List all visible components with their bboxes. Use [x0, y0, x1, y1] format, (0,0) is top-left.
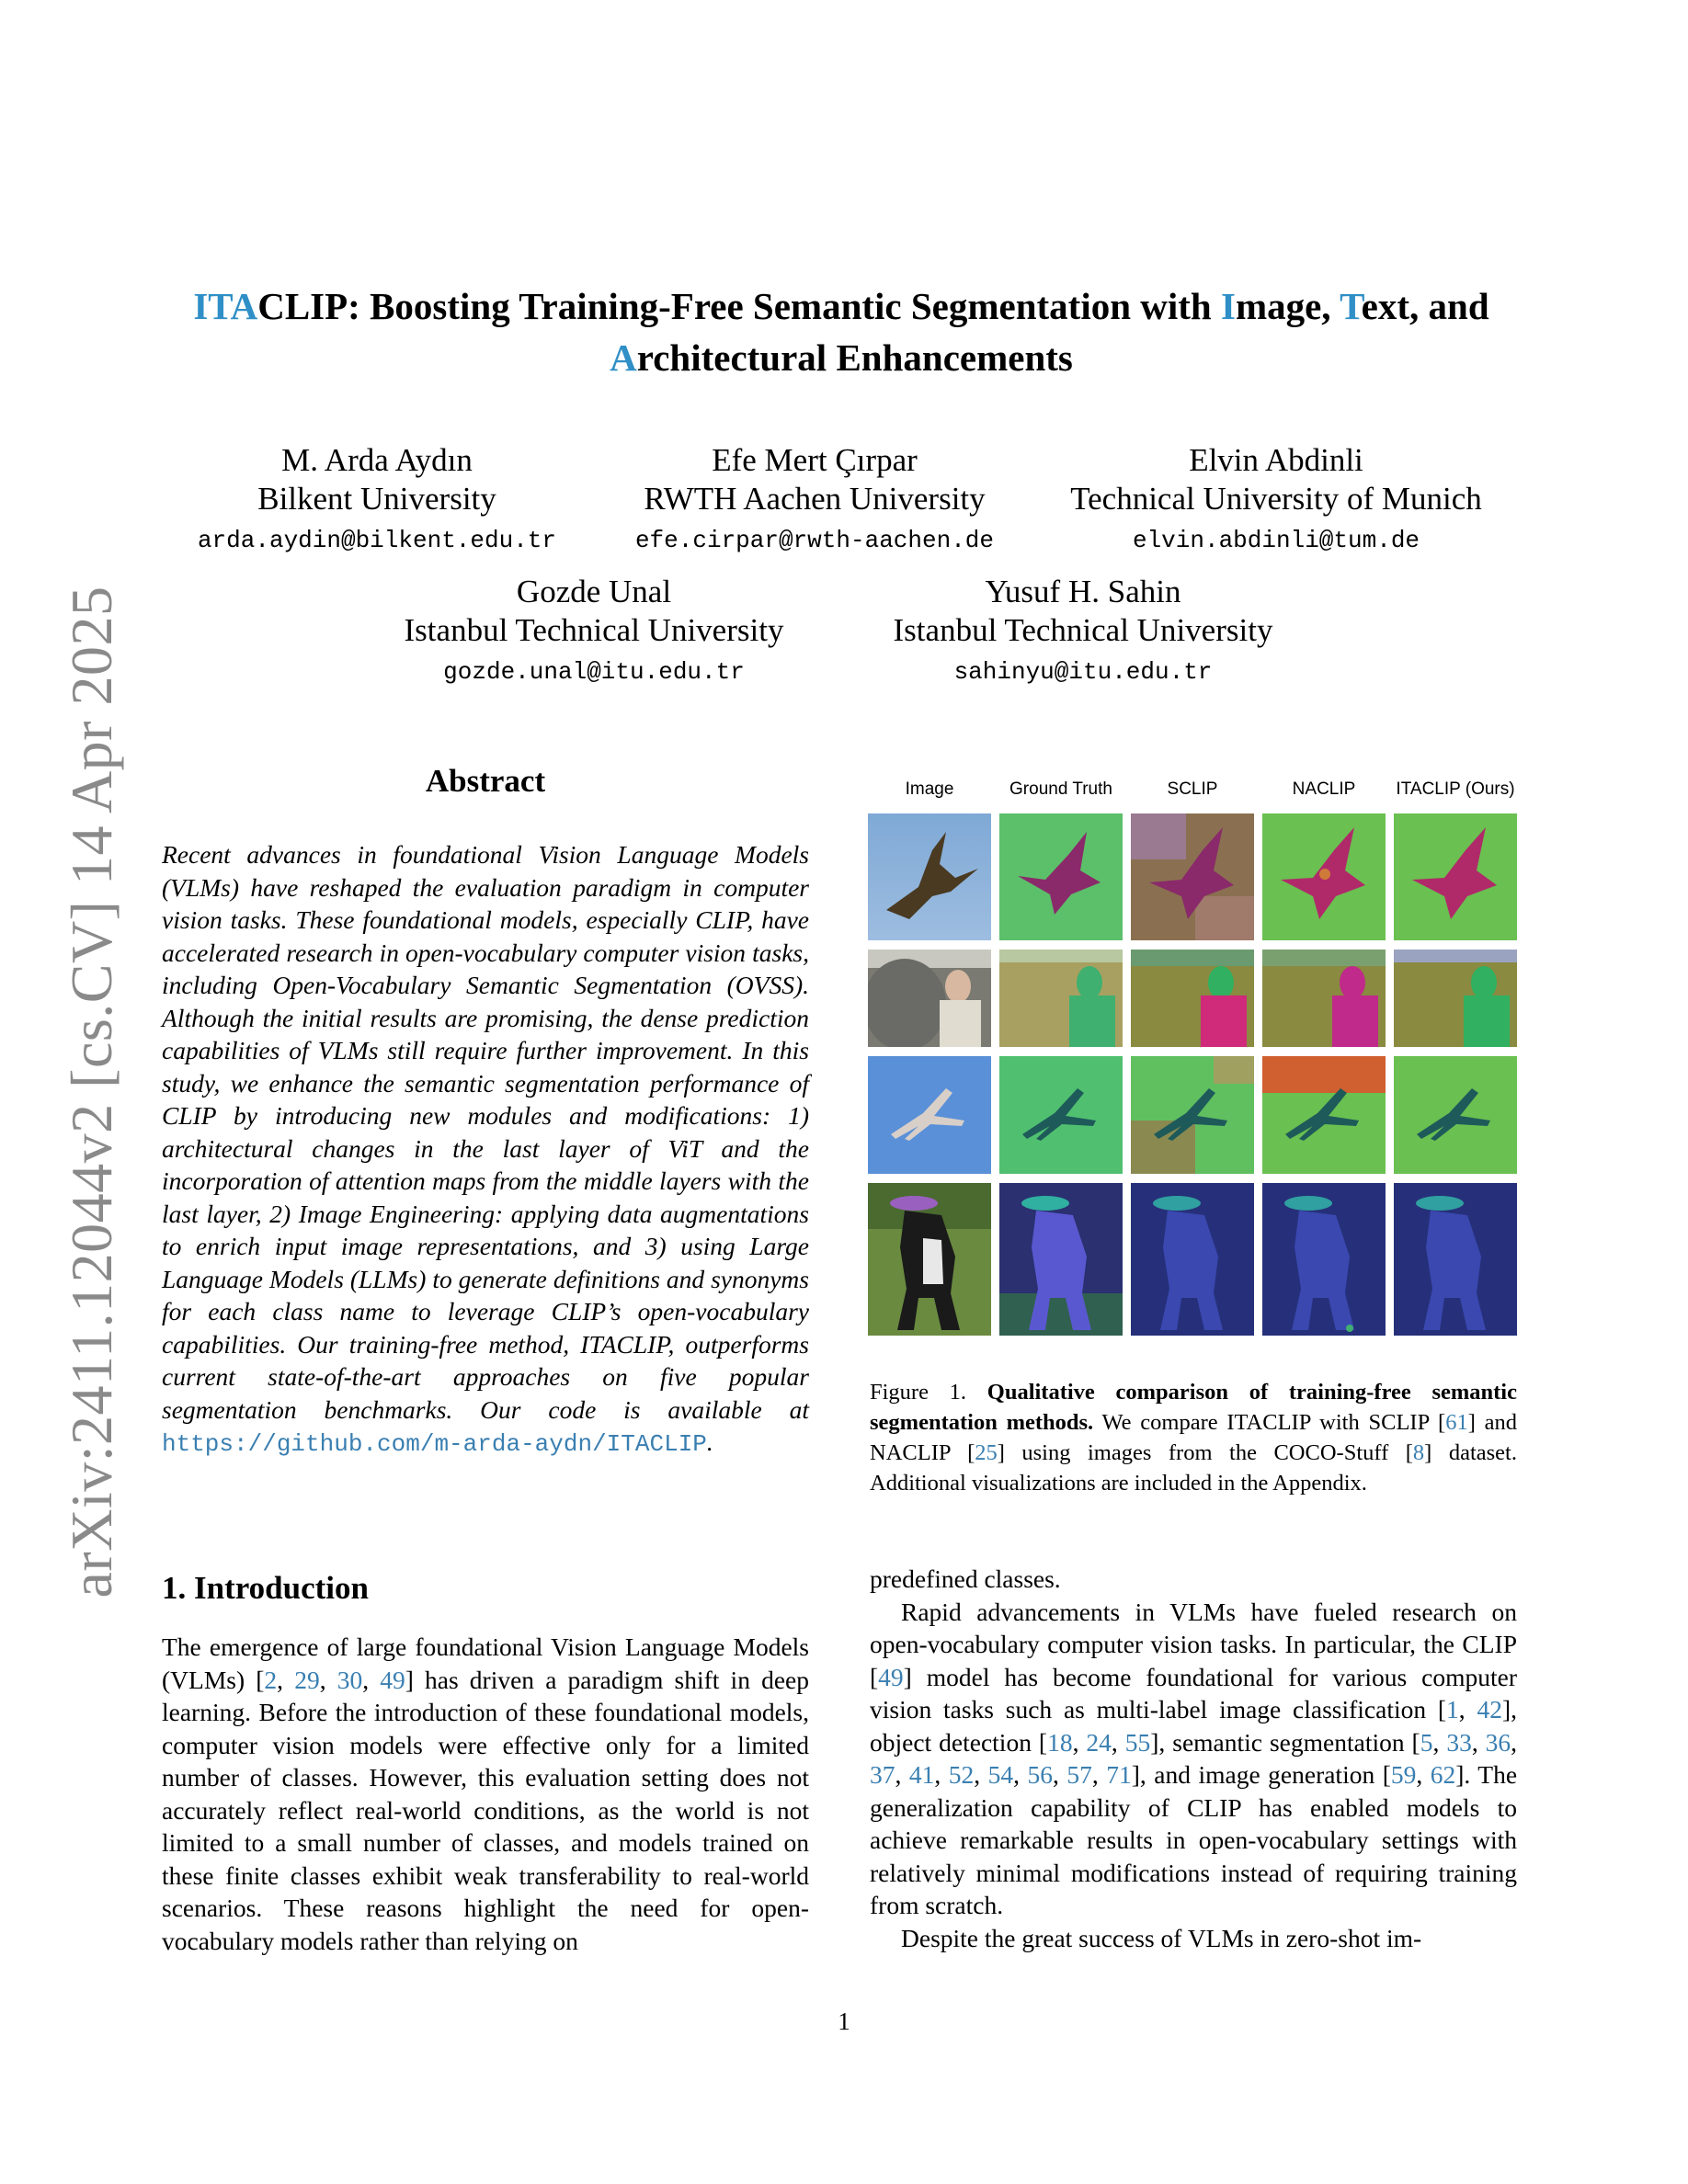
author-email[interactable]: arda.aydin@bilkent.edu.tr: [197, 527, 557, 554]
author-affiliation: Technical University of Munich: [1070, 481, 1482, 517]
citation-link[interactable]: 25: [975, 1440, 998, 1465]
title-part: ext, and: [1361, 285, 1489, 327]
citation-link[interactable]: 2: [264, 1665, 278, 1694]
citation-link[interactable]: 24: [1086, 1727, 1112, 1757]
text: ]. The generalization capability of CLIP has enabled models to achieve remarkable results in open-vocabulary settings with relatively minimal modifications instead of requiring training from scratch.: [870, 1760, 1518, 1919]
naclip-bird: [1262, 813, 1386, 940]
introduction-left-column: [162, 1631, 809, 1957]
citation-link[interactable]: 59: [1390, 1760, 1417, 1789]
column-header-itaclip: ITACLIP (Ours): [1396, 779, 1515, 799]
citation-link[interactable]: 55: [1124, 1727, 1151, 1757]
author-name: Elvin Abdinli: [1189, 442, 1363, 478]
abstract-text: Recent advances in foundational Vision Language Models (VLMs) have reshaped the evaluation paradigm in computer vision tasks. These foundational models, especially CLIP, have accelerated research in open-vocabulary computer vision tasks, including Open-Vocabulary Semantic Segmentation (OVSS). Although the initial results are promising, the dense prediction capabilities of VLMs still require further improvement. In this study, we enhance the semantic segmentation performance of CLIP by introducing new modules and modifications: 1) architectural changes in the last layer of ViT and the incorporation of attention maps from the middle layers with the last layer, 2) Image Engineering: applying data augmentations to enrich input image representations, and 3) using Large Language Models (LLMs) to generate definitions and synonyms for each class name to leverage CLIP’s open-vocabulary capabilities. Our training-free method, ITACLIP, outperforms current state-of-the-art approaches on five popular segmentation benchmarks. Our code is available at: [162, 840, 809, 1424]
column-header-sclip: SCLIP: [1167, 779, 1218, 799]
figure-caption: [870, 1377, 1517, 1498]
naclip-elephant-person: [1262, 950, 1386, 1047]
code-link[interactable]: https://github.com/m-arda-aydn/ITACLIP: [162, 1430, 707, 1458]
text: ], object detection [: [870, 1695, 1517, 1757]
itaclip-dog-frisbee: [1394, 1183, 1517, 1336]
author-affiliation: Istanbul Technical University: [404, 612, 784, 648]
citation-link[interactable]: 57: [1066, 1760, 1092, 1789]
citation-link[interactable]: 56: [1027, 1760, 1053, 1789]
image-dog-frisbee: [868, 1183, 991, 1336]
abstract-end: .: [706, 1428, 713, 1456]
paragraph: predefined classes.: [870, 1564, 1061, 1593]
citation-link[interactable]: 33: [1446, 1727, 1472, 1757]
author-email[interactable]: elvin.abdinli@tum.de: [1132, 527, 1420, 554]
paper-title: [138, 280, 1545, 383]
citation-link[interactable]: 30: [336, 1665, 363, 1694]
caption-text: ] and NACLIP [: [870, 1410, 1518, 1465]
text: Rapid advancements in VLMs have fueled research on open-vocabulary computer vision tasks. In particular, the CLIP [: [870, 1597, 1517, 1691]
author-affiliation: Istanbul Technical University: [893, 612, 1273, 648]
naclip-dog-frisbee: [1262, 1183, 1386, 1336]
caption-text: ] dataset. Additional visualizations are included in the Appendix.: [870, 1440, 1517, 1496]
author-affiliation: Bilkent University: [257, 481, 496, 517]
author-block: [844, 573, 1322, 688]
abstract-heading: Abstract: [425, 763, 546, 799]
citation-link[interactable]: 37: [870, 1760, 895, 1789]
text: The emergence of large foundational Vision Language Models (VLMs) [: [162, 1632, 809, 1694]
ground-truth-elephant-person: [999, 950, 1123, 1047]
title-accent-a: A: [610, 336, 637, 379]
author-block: [576, 441, 1054, 557]
citation-link[interactable]: 36: [1485, 1727, 1511, 1757]
citation-link[interactable]: 52: [948, 1760, 975, 1789]
citation-link[interactable]: 29: [294, 1665, 320, 1694]
author-name: Gozde Unal: [516, 574, 672, 609]
column-header-ground-truth: Ground Truth: [1009, 779, 1112, 799]
column-header-naclip: NACLIP: [1292, 779, 1356, 799]
arxiv-side-stamp: arXiv:2411.12044v2 [cs.CV] 14 Apr 2025: [59, 586, 124, 1598]
author-email[interactable]: efe.cirpar@rwth-aachen.de: [634, 527, 995, 554]
paragraph: Despite the great success of VLMs in zero-shot im-: [901, 1923, 1422, 1952]
author-affiliation: RWTH Aachen University: [644, 481, 986, 517]
column-header-image: Image: [905, 779, 954, 799]
citation-link[interactable]: 71: [1106, 1760, 1132, 1789]
image-elephant-person: [868, 950, 991, 1047]
citation-link[interactable]: 54: [987, 1760, 1014, 1789]
paragraph: Rapid advancements in VLMs have fueled research on open-vocabulary computer vision tasks. In particular, the CLIP [49] model has become foundational for various computer vision tasks such as multi-label image classification [1, 42], object detection [18, 24, 55], semantic segmentation [5, 33, 36, 37, 41, 52, 54, 56, 57, 71], and image generation [59, 62]. The generalization capability of CLIP has enabled models to achieve remarkable results in open-vocabulary settings with relatively minimal modifications instead of requiring training from scratch.: [870, 1597, 1518, 1919]
title-part: CLIP: Boosting Training-Free Semantic Segmentation with: [257, 285, 1221, 327]
itaclip-airplane: [1394, 1056, 1517, 1174]
text: ], semantic segmentation [: [1150, 1727, 1420, 1757]
citation-link[interactable]: 61: [1445, 1410, 1468, 1435]
sclip-elephant-person: [1131, 950, 1254, 1047]
sclip-airplane: [1131, 1056, 1254, 1174]
citation-link[interactable]: 49: [878, 1662, 904, 1691]
author-email[interactable]: gozde.unal@itu.edu.tr: [443, 658, 745, 686]
title-accent-i: I: [1220, 285, 1236, 327]
author-name: Efe Mert Çırpar: [712, 442, 918, 478]
page-number: 1: [838, 2008, 850, 2035]
author-block: [138, 441, 616, 557]
author-block: [355, 573, 833, 688]
title-part: rchitectural Enhancements: [636, 336, 1073, 379]
itaclip-elephant-person: [1394, 950, 1517, 1047]
text: ] has driven a paradigm shift in deep learning. Before the introduction of these foundational models, computer vision models were effective only for a limited number of classes. However, this evaluation setting does not accurately reflect real-world conditions, as the world is not limited to a small number of classes, and models trained on these finite classes exhibit weak transferability to real-world scenarios. These reasons highlight the need for open-vocabulary models rather than relying on: [162, 1665, 809, 1955]
ground-truth-bird: [999, 813, 1123, 940]
text: ], and image generation [: [1131, 1760, 1391, 1789]
citation-link[interactable]: 18: [1047, 1727, 1073, 1757]
title-accent-t: T: [1340, 285, 1362, 327]
image-bird: [868, 813, 991, 940]
introduction-heading: 1. Introduction: [162, 1570, 369, 1606]
author-block: [1037, 441, 1515, 557]
citation-link[interactable]: 41: [908, 1760, 935, 1789]
citation-link[interactable]: 8: [1412, 1440, 1425, 1465]
caption-bold: Qualitative comparison of training-free semantic segmentation methods.: [870, 1380, 1517, 1435]
author-name: M. Arda Aydın: [281, 442, 473, 478]
abstract-body: [162, 838, 809, 1462]
itaclip-bird: [1394, 813, 1517, 940]
citation-link[interactable]: 1: [1446, 1695, 1459, 1723]
ground-truth-airplane: [999, 1056, 1123, 1174]
citation-link[interactable]: 5: [1420, 1727, 1433, 1757]
ground-truth-dog-frisbee: [999, 1183, 1123, 1336]
title-accent-ita: ITA: [193, 285, 258, 327]
caption-label: Figure 1.: [870, 1380, 987, 1405]
naclip-airplane: [1262, 1056, 1386, 1174]
paragraph: The emergence of large foundational Vision Language Models (VLMs) [2, 29, 30, 49] has driven a paradigm shift in deep learning. Before the introduction of these foundational models, computer vision models were effective only for a limited number of classes. However, this evaluation setting does not accurately reflect real-world conditions, as the world is not limited to a small number of classes, and models trained on these finite classes exhibit weak transferability to real-world scenarios. These reasons highlight the need for open-vocabulary models rather than relying on: [162, 1632, 809, 1955]
caption-text: We compare ITACLIP with SCLIP [: [1093, 1410, 1446, 1435]
sclip-bird: [1131, 813, 1254, 940]
sclip-dog-frisbee: [1131, 1183, 1254, 1336]
introduction-right-column: [870, 1563, 1517, 1954]
caption-text: ] using images from the COCO-Stuff [: [997, 1440, 1413, 1465]
image-airplane: [868, 1056, 991, 1174]
citation-link[interactable]: 42: [1477, 1695, 1502, 1723]
title-part: mage,: [1235, 285, 1340, 327]
text: ] model has become foundational for various computer vision tasks such as multi-label image classification [: [870, 1662, 1517, 1723]
citation-link[interactable]: 49: [380, 1665, 405, 1694]
citation-link[interactable]: 62: [1430, 1760, 1456, 1789]
author-name: Yusuf H. Sahin: [985, 574, 1181, 609]
author-email[interactable]: sahinyu@itu.edu.tr: [953, 658, 1213, 686]
